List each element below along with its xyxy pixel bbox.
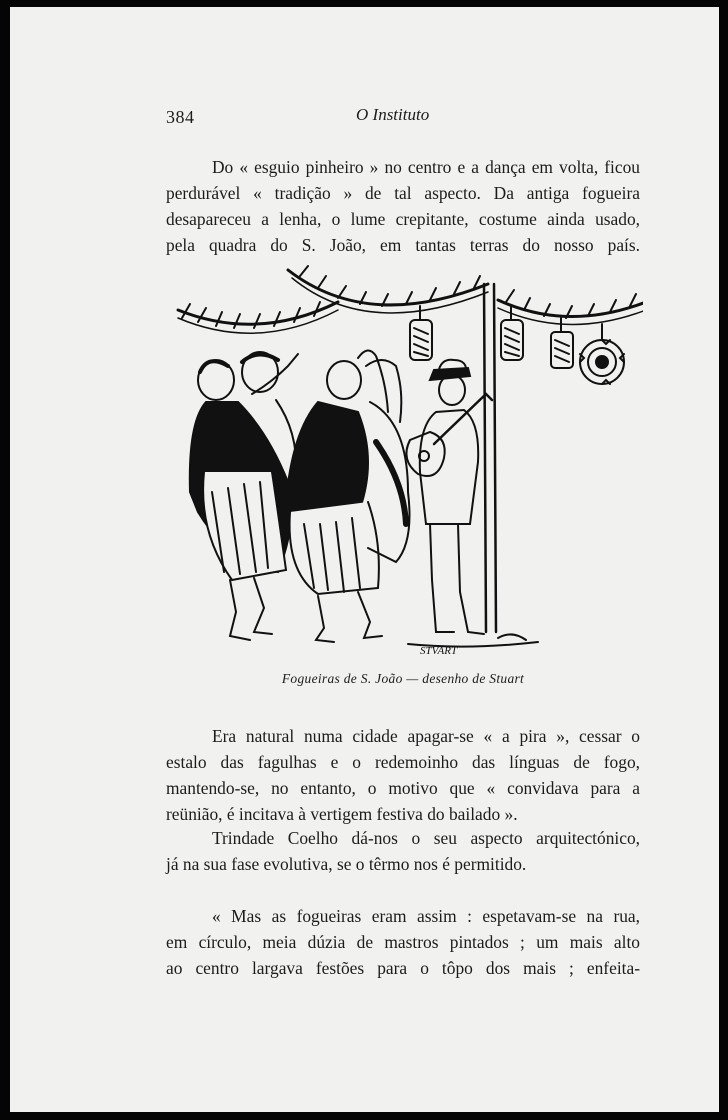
paragraph-2 (166, 723, 640, 827)
paragraph-4 (166, 903, 640, 981)
guitar-player (406, 360, 492, 634)
text-line: estalo das fagulhas e o redemoinho das línguas de fogo, (166, 752, 640, 772)
page-number: 384 (166, 107, 195, 127)
text-line: reünião, é incitava à vertigem festiva do bailado ». (166, 804, 518, 824)
text-line: Era natural numa cidade apagar-se « a pira », cessar o (212, 726, 640, 746)
text-line: pela quadra do S. João, em tantas terras do nosso país. (166, 235, 640, 255)
artist-signature: STVART (420, 645, 458, 657)
paragraph-3 (166, 825, 640, 877)
text-line: já na sua fase evolutiva, se o têrmo nos é permitido. (166, 854, 527, 874)
book-page (10, 7, 719, 1112)
garland-left (178, 302, 338, 333)
text-line: Trindade Coelho dá-nos o seu aspecto arquitectónico, (212, 828, 640, 848)
text-line: Do « esguio pinheiro » no centro e a dança em volta, ficou (212, 157, 640, 177)
paragraph-1 (166, 154, 640, 258)
festival-illustration (168, 262, 643, 657)
lantern-2 (501, 306, 523, 360)
running-title: O Instituto (356, 105, 430, 124)
text-line: em círculo, meia dúzia de mastros pintados ; um mais alto (166, 932, 640, 952)
paper-rosette (580, 324, 624, 384)
text-line: mantendo-se, no entanto, o motivo que « convidava para a (166, 778, 640, 798)
dancer-1 (190, 360, 292, 640)
page-header (166, 107, 646, 131)
lantern-1 (410, 306, 432, 360)
dancer-3 (286, 350, 388, 642)
text-line: desapareceu a lenha, o lume crepitante, costume ainda usado, (166, 209, 640, 229)
text-line: perdurável « tradição » de tal aspecto. Da antiga fogueira (166, 183, 640, 203)
figure-caption: Fogueiras de S. João — desenho de Stuart (281, 671, 525, 686)
text-line: « Mas as fogueiras eram assim : espetavam-se na rua, (212, 906, 640, 926)
text-line: ao centro largava festões para o tôpo dos mais ; enfeita- (166, 958, 640, 978)
mast-pole (484, 284, 496, 632)
lantern-3 (551, 318, 573, 368)
